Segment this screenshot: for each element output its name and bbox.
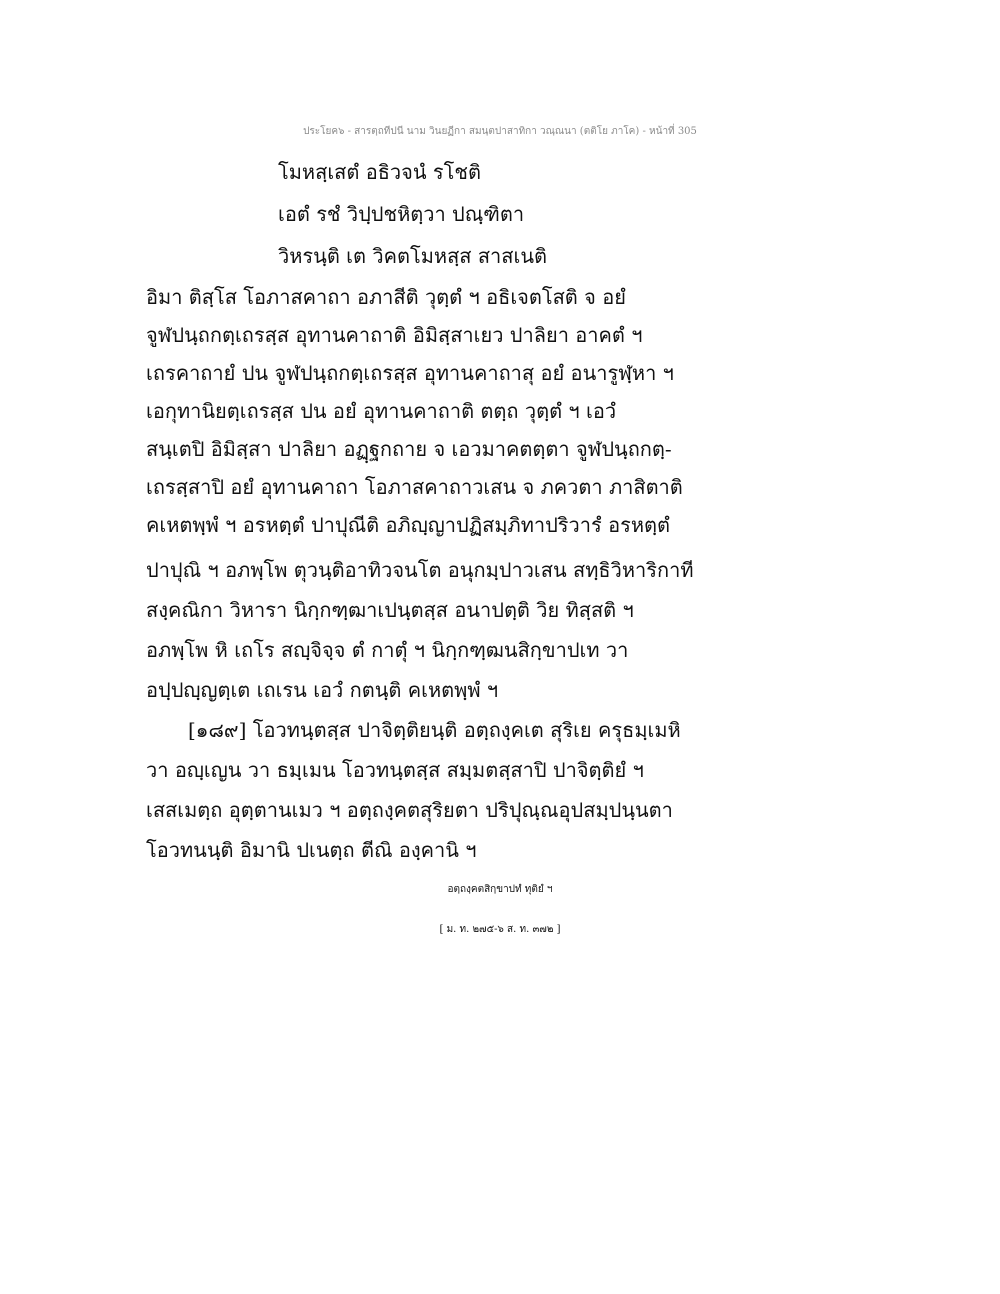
body-line: [๑๘๙] โอวทนฺตสฺส ปาจิตฺติยนฺติ อตฺถงฺคเต สุริเย ครุธมฺเมหิ: [188, 718, 681, 742]
body-line: วา อญฺเญน วา ธมฺเมน โอวทนฺตสฺส สมฺมตสฺสาปิ ปาจิตฺติยํ ฯ: [146, 758, 644, 782]
body-line: ปาปุณิ ฯ อภพฺโพ ตุวนฺติอาทิวจนโต อนุกมฺปาวเสน สทฺธิวิหาริกาที: [146, 558, 694, 582]
verse-line: วิหรนฺติ เต วิคตโมหสฺส สาสเนติ: [278, 244, 547, 268]
body-line: อภพฺโพ หิ เถโร สญฺจิจฺจ ตํ กาตุํ ฯ นิกฺกฑฺฒนสิกฺขาปเท วา: [146, 638, 629, 662]
body-line: เถรสฺสาปิ อยํ อุทานคาถา โอภาสคาถาวเสน จ ภควตา ภาสิตาติ: [146, 475, 683, 499]
body-line: เอกุทานิยตฺเถรสฺส ปน อยํ อุทานคาถาติ ตตฺถ วุตฺตํ ฯ เอวํ: [146, 399, 617, 423]
body-line: จูฬปนฺถกตฺเถรสฺส อุทานคาถาติ อิมิสฺสาเยว ปาลิยา อาคตํ ฯ: [146, 323, 643, 347]
body-line: คเหตพฺพํ ฯ อรหตฺตํ ปาปุณีติ อภิญฺญาปฏิสมฺภิทาปริวารํ อรหตฺตํ: [146, 513, 671, 537]
body-line: อิมา ติสฺโส โอภาสคาถา อภาสีติ วุตฺตํ ฯ อธิเจตโสติ จ อยํ: [146, 285, 626, 309]
body-line: เสสเมตฺถ อุตฺตานเมว ฯ อตฺถงฺคตสุริยตา ปริปุณฺณอุปสมฺปนฺนตา: [146, 798, 673, 822]
body-line: สนฺเตปิ อิมิสฺสา ปาลิยา อฏฺฐกถาย จ เอวมาคตตฺตา จูฬปนฺถกตฺ-: [146, 437, 672, 461]
running-header: ประโยค๖ - สารตฺถทีปนี นาม วินยฏีกา สมนฺตปาสาทิกา วณฺณนา (ตติโย ภาโค) - หน้าที่ 305: [303, 126, 697, 137]
body-line: อปฺปญฺญตฺเต เถเรน เอวํ กตนฺติ คเหตพฺพํ ฯ: [146, 678, 499, 702]
body-line: เถรคาถายํ ปน จูฬปนฺถกตฺเถรสฺส อุทานคาถาสุ อยํ อนารูฬฺหา ฯ: [146, 361, 674, 385]
verse-line: เอตํ รชํ วิปฺปชหิตฺวา ปณฺฑิตา: [278, 202, 525, 226]
verse-line: โมหสฺเสตํ อธิวจนํ รโชติ: [278, 160, 481, 184]
section-title: อตฺถงฺคตสิกฺขาปทํ ทุติยํ ฯ: [447, 884, 553, 895]
body-line: โอวทนนฺติ อิมานิ ปเนตฺถ ตีณิ องฺคานิ ฯ: [146, 838, 477, 862]
reference-note: [ ม. ท. ๒๗๕-๖ ส. ท. ๓๗๒ ]: [439, 924, 561, 935]
body-line: สงฺคณิกา วิหารา นิกฺกฑฺฒาเปนฺตสฺส อนาปตฺติ วิย ทิสฺสติ ฯ: [146, 598, 634, 622]
